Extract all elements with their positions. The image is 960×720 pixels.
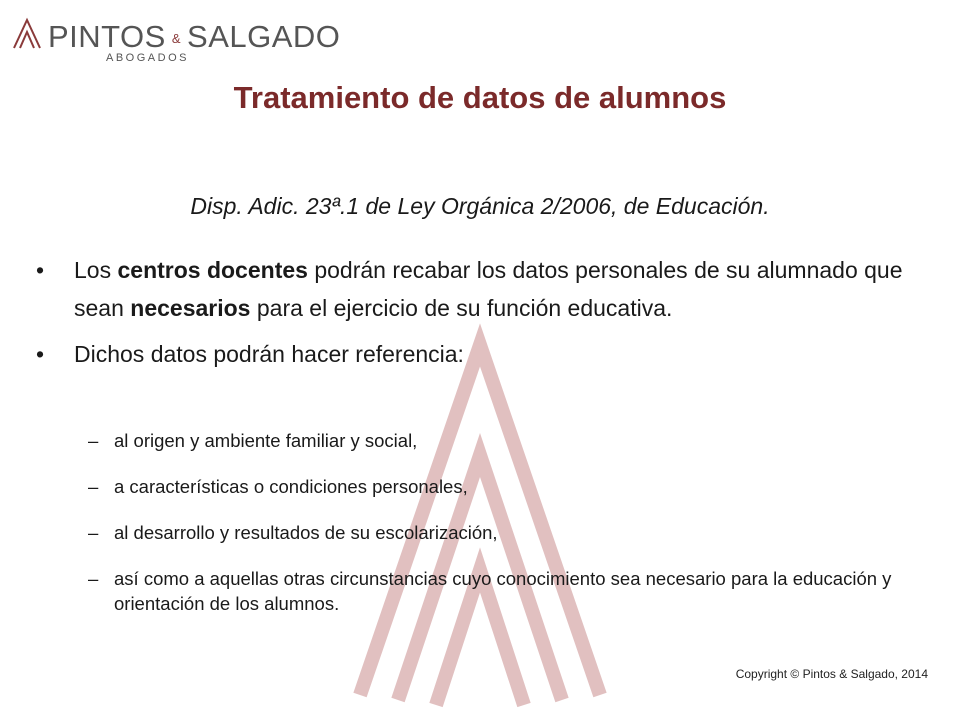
slide-subtitle: Disp. Adic. 23ª.1 de Ley Orgánica 2/2006, de Educación.: [190, 193, 770, 219]
logo-chevron-icon: [12, 16, 42, 50]
copyright-notice: Copyright © Pintos & Salgado, 2014: [735, 667, 928, 681]
bullet-item: [36, 335, 916, 373]
bullet-text: Dichos datos podrán hacer referencia:: [74, 341, 464, 367]
bullet-marker: •: [36, 257, 45, 283]
sub-item: [88, 520, 908, 545]
sub-item: [88, 566, 908, 616]
sub-item-text: así como a aquellas otras circunstancias cuyo conocimiento sea necesario para la educación y orientación de los alumnos.: [114, 568, 892, 614]
dash-marker: –: [88, 522, 99, 543]
sub-item-text: al origen y ambiente familiar y social,: [114, 430, 418, 451]
bullet-bold-text: necesarios: [130, 295, 251, 321]
bullet-bold-text: centros docentes: [117, 257, 308, 283]
sub-item: [88, 428, 908, 453]
bullet-text-part: podrán recabar los datos personales de su alumnado que sean: [74, 257, 903, 321]
logo-subtitle: ABOGADOS: [106, 52, 189, 64]
logo-name-left: PINTOS: [48, 19, 166, 54]
slide-title: Tratamiento de datos de alumnos: [233, 80, 727, 115]
dash-marker: –: [88, 430, 99, 451]
dash-marker: –: [88, 476, 99, 497]
bullet-marker: •: [36, 341, 45, 367]
sub-item: [88, 474, 908, 499]
sub-item-list: [88, 428, 908, 637]
bullet-text-part: Los: [74, 257, 118, 283]
bullet-text-part: para el ejercicio de su función educativa.: [250, 295, 673, 321]
bullet-item: [36, 251, 916, 327]
bullet-list: [36, 251, 916, 381]
logo-name: [48, 20, 340, 56]
dash-marker: –: [88, 568, 99, 589]
logo-ampersand: &: [171, 31, 182, 46]
sub-item-text: al desarrollo y resultados de su escolarización,: [114, 522, 498, 543]
sub-item-text: a características o condiciones personales,: [114, 476, 468, 497]
logo-name-right: SALGADO: [187, 19, 341, 54]
